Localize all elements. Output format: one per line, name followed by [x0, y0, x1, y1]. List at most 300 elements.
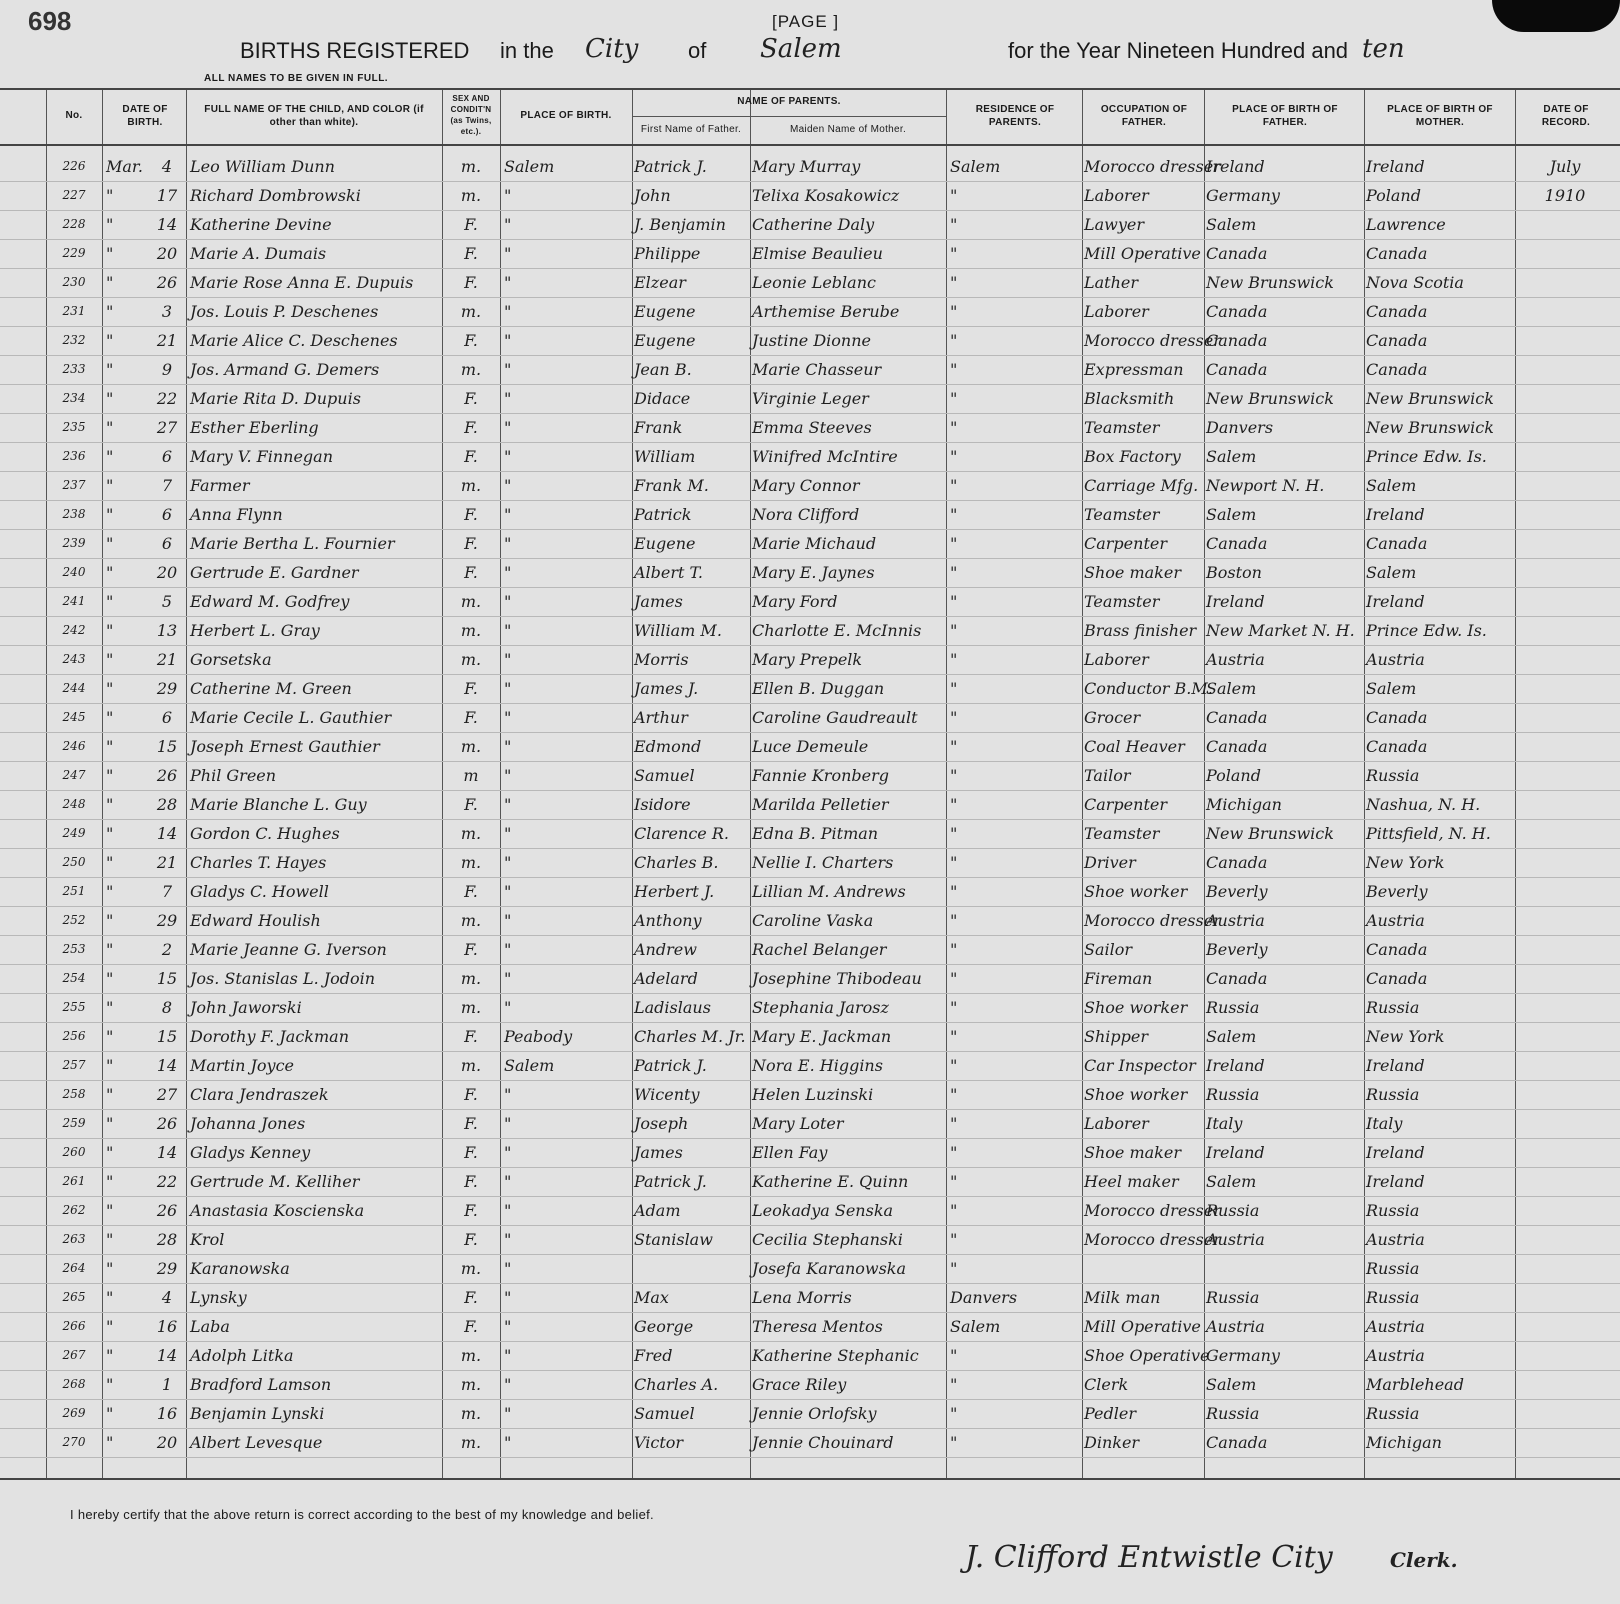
cell-month: ": [106, 1114, 114, 1133]
clerk-title: Clerk.: [1390, 1548, 1458, 1572]
cell-occupation: Grocer: [1084, 708, 1141, 727]
cell-pob-mother: New Brunswick: [1366, 389, 1494, 408]
cell-pob-father: Italy: [1206, 1114, 1243, 1133]
cell-name: Gladys Kenney: [190, 1143, 311, 1162]
cell-pob-mother: Russia: [1366, 1288, 1420, 1307]
cell-day: 6: [161, 708, 173, 727]
cell-sex: m.: [460, 476, 482, 495]
cell-month: ": [106, 737, 114, 756]
cell-father: James: [634, 592, 683, 611]
cell-pob-mother: Marblehead: [1366, 1375, 1464, 1394]
cell-pob-father: Ireland: [1206, 592, 1265, 611]
table-row: [0, 1312, 1620, 1342]
cell-place: ": [504, 331, 512, 350]
cell-month: ": [106, 186, 114, 205]
cell-father: Didace: [634, 389, 691, 408]
cell-sex: m.: [460, 1375, 482, 1394]
cell-pob-father: New Brunswick: [1206, 389, 1334, 408]
cell-month: ": [106, 795, 114, 814]
title-city-word: City: [585, 34, 639, 64]
cell-father: Albert T.: [634, 563, 703, 582]
cell-occupation: Lather: [1084, 273, 1139, 292]
cell-pob-father: Germany: [1206, 1346, 1280, 1365]
cell-no: 259: [62, 1116, 86, 1130]
cell-pob-mother: Salem: [1366, 679, 1417, 698]
cell-month: ": [106, 1027, 114, 1046]
cell-name: Clara Jendraszek: [190, 1085, 329, 1104]
cell-record: [1518, 1225, 1612, 1254]
table-row: [0, 877, 1620, 907]
cell-mother: Nora E. Higgins: [752, 1056, 883, 1075]
cell-day: 15: [156, 737, 178, 756]
cell-residence: ": [950, 563, 958, 582]
cell-sex: m.: [460, 911, 482, 930]
title-year: ten: [1362, 34, 1405, 64]
cell-father: John: [634, 186, 671, 205]
cell-day: 8: [161, 998, 173, 1017]
cell-pob-father: Canada: [1206, 244, 1268, 263]
cell-mother: Theresa Mentos: [752, 1317, 883, 1336]
cell-mother: Marie Chasseur: [752, 360, 882, 379]
cell-place: ": [504, 273, 512, 292]
cell-pob-mother: New Brunswick: [1366, 418, 1494, 437]
cell-sex: F.: [464, 1317, 478, 1336]
table-row: [0, 239, 1620, 269]
table-row: [0, 1080, 1620, 1110]
cell-name: Dorothy F. Jackman: [190, 1027, 350, 1046]
certification-text: I hereby certify that the above return is correct according to the best of my knowledge and belief.: [70, 1507, 654, 1522]
page-title: [240, 34, 1600, 74]
col-header-parents: NAME OF PARENTS.: [737, 96, 841, 108]
cell-month: ": [106, 1433, 114, 1452]
cell-pob-mother: Canada: [1366, 302, 1428, 321]
cell-sex: m.: [460, 1056, 482, 1075]
cell-sex: m.: [460, 1259, 482, 1278]
cell-place: ": [504, 1085, 512, 1104]
cell-sex: F.: [464, 505, 478, 524]
col-header-record: DATE OF RECORD.: [1541, 103, 1591, 128]
table-row: [0, 181, 1620, 211]
cell-month: ": [106, 1404, 114, 1423]
cell-day: 14: [156, 1346, 178, 1365]
cell-mother: Edna B. Pitman: [752, 824, 879, 843]
cell-pob-mother: Michigan: [1366, 1433, 1442, 1452]
cell-occupation: Teamster: [1084, 824, 1160, 843]
cell-day: 20: [156, 244, 178, 263]
table-row: [0, 152, 1620, 182]
cell-month: ": [106, 882, 114, 901]
cell-sex: F.: [464, 940, 478, 959]
cell-father: William: [634, 447, 696, 466]
cell-day: 16: [156, 1404, 178, 1423]
title-prefix: BIRTHS REGISTERED: [240, 38, 470, 63]
cell-father: Victor: [634, 1433, 684, 1452]
col-header-name: FULL NAME OF THE CHILD, AND COLOR (if other than white).: [204, 103, 424, 128]
cell-record: [1518, 761, 1612, 790]
cell-father: Samuel: [634, 1404, 695, 1423]
table-row: [0, 471, 1620, 501]
cell-name: Benjamin Lynski: [190, 1404, 325, 1423]
table-row: [0, 1051, 1620, 1081]
cell-month: ": [106, 1172, 114, 1191]
cell-pob-father: Russia: [1206, 1288, 1260, 1307]
cell-father: Eugene: [634, 302, 696, 321]
cell-pob-father: Salem: [1206, 1027, 1257, 1046]
cell-sex: F.: [464, 331, 478, 350]
cell-occupation: Laborer: [1084, 186, 1149, 205]
cell-father: Arthur: [634, 708, 688, 727]
cell-residence: ": [950, 824, 958, 843]
table-row: [0, 1428, 1620, 1458]
cell-day: 3: [161, 302, 173, 321]
cell-mother: Lillian M. Andrews: [752, 882, 906, 901]
cell-father: Patrick J.: [634, 157, 707, 176]
cell-no: 245: [62, 710, 86, 724]
cell-place: ": [504, 795, 512, 814]
cell-name: Gertrude M. Kelliher: [190, 1172, 360, 1191]
col-header-no: No.: [65, 110, 83, 122]
cell-record: July: [1549, 157, 1581, 176]
cell-no: 226: [62, 159, 86, 173]
cell-pob-father: Salem: [1206, 1375, 1257, 1394]
cell-father: Wicenty: [634, 1085, 700, 1104]
cell-month: ": [106, 360, 114, 379]
cell-month: ": [106, 1085, 114, 1104]
cell-no: 239: [62, 536, 86, 550]
cell-residence: ": [950, 1346, 958, 1365]
cell-mother: Marilda Pelletier: [752, 795, 889, 814]
cell-name: Marie Rita D. Dupuis: [190, 389, 361, 408]
cell-day: 26: [156, 1201, 178, 1220]
cell-record: [1518, 587, 1612, 616]
cell-pob-father: Danvers: [1206, 418, 1274, 437]
cell-residence: ": [950, 708, 958, 727]
cell-name: Charles T. Hayes: [190, 853, 327, 872]
cell-day: 28: [156, 795, 178, 814]
cell-occupation: Teamster: [1084, 592, 1160, 611]
cell-no: 227: [62, 188, 86, 202]
cell-father: Frank: [634, 418, 683, 437]
cell-sex: m.: [460, 186, 482, 205]
cell-month: ": [106, 302, 114, 321]
cell-sex: F.: [464, 1288, 478, 1307]
cell-place: ": [504, 215, 512, 234]
cell-residence: ": [950, 940, 958, 959]
table-row: [0, 1341, 1620, 1371]
cell-record: [1518, 616, 1612, 645]
cell-place: ": [504, 447, 512, 466]
table-row: [0, 761, 1620, 791]
cell-pob-father: Russia: [1206, 1085, 1260, 1104]
cell-residence: ": [950, 998, 958, 1017]
cell-pob-mother: Canada: [1366, 360, 1428, 379]
cell-day: 15: [156, 969, 178, 988]
cell-mother: Mary E. Jaynes: [752, 563, 875, 582]
col-header-sex: SEX AND CONDIT'N (as Twins, etc.).: [450, 94, 492, 136]
cell-mother: Grace Riley: [752, 1375, 847, 1394]
cell-pob-mother: Beverly: [1366, 882, 1428, 901]
cell-day: 4: [161, 1288, 173, 1307]
cell-residence: ": [950, 331, 958, 350]
cell-record: [1518, 877, 1612, 906]
cell-mother: Emma Steeves: [752, 418, 872, 437]
cell-father: Patrick J.: [634, 1056, 707, 1075]
cell-pob-father: Salem: [1206, 447, 1257, 466]
cell-name: Marie Cecile L. Gauthier: [190, 708, 392, 727]
cell-day: 14: [156, 1056, 178, 1075]
cell-place: ": [504, 1433, 512, 1452]
cell-month: ": [106, 911, 114, 930]
cell-pob-father: New Brunswick: [1206, 824, 1334, 843]
cell-pob-father: Canada: [1206, 360, 1268, 379]
cell-father: Jean B.: [634, 360, 692, 379]
cell-name: Adolph Litka: [190, 1346, 294, 1365]
table-row: [0, 674, 1620, 704]
cell-place: ": [504, 853, 512, 872]
cell-month: ": [106, 592, 114, 611]
cell-place: ": [504, 1114, 512, 1133]
cell-pob-father: Austria: [1206, 1230, 1265, 1249]
cell-month: ": [106, 650, 114, 669]
cell-pob-mother: Ireland: [1366, 157, 1425, 176]
cell-record: [1518, 500, 1612, 529]
cell-day: 7: [161, 476, 173, 495]
cell-residence: ": [950, 679, 958, 698]
col-header-mother: Maiden Name of Mother.: [789, 124, 907, 136]
cell-record: [1518, 790, 1612, 819]
cell-pob-mother: New York: [1366, 1027, 1445, 1046]
cell-residence: ": [950, 447, 958, 466]
cell-pob-mother: Canada: [1366, 969, 1428, 988]
cell-sex: F.: [464, 215, 478, 234]
cell-residence: ": [950, 911, 958, 930]
cell-place: ": [504, 1346, 512, 1365]
cell-mother: Lena Morris: [752, 1288, 852, 1307]
cell-occupation: Laborer: [1084, 302, 1149, 321]
cell-mother: Ellen Fay: [752, 1143, 828, 1162]
cell-father: J. Benjamin: [634, 215, 726, 234]
cell-name: Laba: [190, 1317, 230, 1336]
cell-occupation: Carriage Mfg.: [1084, 476, 1199, 495]
cell-day: 5: [161, 592, 173, 611]
cell-pob-mother: Salem: [1366, 476, 1417, 495]
cell-father: Ladislaus: [634, 998, 711, 1017]
cell-name: Gertrude E. Gardner: [190, 563, 359, 582]
cell-pob-mother: Russia: [1366, 1085, 1420, 1104]
cell-sex: F.: [464, 1027, 478, 1046]
cell-no: 257: [62, 1058, 86, 1072]
cell-residence: ": [950, 505, 958, 524]
cell-no: 249: [62, 826, 86, 840]
table-row: [0, 500, 1620, 530]
cell-occupation: Tailor: [1084, 766, 1131, 785]
cell-sex: F.: [464, 534, 478, 553]
cell-pob-mother: Austria: [1366, 650, 1425, 669]
table-row: [0, 558, 1620, 588]
cell-name: Leo William Dunn: [190, 157, 335, 176]
cell-mother: Virginie Leger: [752, 389, 869, 408]
cell-name: Gordon C. Hughes: [190, 824, 340, 843]
cell-mother: Ellen B. Duggan: [752, 679, 885, 698]
cell-day: 20: [156, 563, 178, 582]
cell-day: 7: [161, 882, 173, 901]
cell-pob-father: Austria: [1206, 911, 1265, 930]
cell-pob-father: Michigan: [1206, 795, 1282, 814]
cell-sex: F.: [464, 1085, 478, 1104]
cell-mother: Leonie Leblanc: [752, 273, 876, 292]
table-row: [0, 268, 1620, 298]
cell-month: ": [106, 1259, 114, 1278]
cell-name: Karanowska: [190, 1259, 290, 1278]
cell-father: Charles M. Jr.: [634, 1027, 746, 1046]
cell-mother: Katherine E. Quinn: [752, 1172, 909, 1191]
cell-father: Max: [634, 1288, 669, 1307]
cell-month: ": [106, 708, 114, 727]
cell-father: Adelard: [634, 969, 698, 988]
cell-residence: Salem: [950, 157, 1001, 176]
cell-pob-mother: Russia: [1366, 1404, 1420, 1423]
cell-sex: F.: [464, 447, 478, 466]
table-row: [0, 1196, 1620, 1226]
cell-place: Peabody: [504, 1027, 573, 1046]
cell-record: [1518, 268, 1612, 297]
table-row: [0, 442, 1620, 472]
cell-pob-father: Newport N. H.: [1206, 476, 1325, 495]
cell-no: 244: [62, 681, 86, 695]
cell-place: ": [504, 737, 512, 756]
cell-sex: m.: [460, 737, 482, 756]
cell-record: [1518, 1167, 1612, 1196]
cell-pob-mother: Pittsfield, N. H.: [1366, 824, 1491, 843]
cell-no: 267: [62, 1348, 86, 1362]
cell-no: 230: [62, 275, 86, 289]
title-place: Salem: [760, 34, 842, 64]
cell-father: James: [634, 1143, 683, 1162]
cell-place: ": [504, 534, 512, 553]
cell-record: [1518, 848, 1612, 877]
cell-place: ": [504, 1317, 512, 1336]
cell-father: Stanislaw: [634, 1230, 713, 1249]
cell-occupation: Carpenter: [1084, 795, 1167, 814]
cell-residence: ": [950, 1404, 958, 1423]
cell-mother: Caroline Vaska: [752, 911, 874, 930]
cell-record: [1518, 1370, 1612, 1399]
cell-name: Marie A. Dumais: [190, 244, 327, 263]
cell-occupation: Teamster: [1084, 418, 1160, 437]
cell-sex: F.: [464, 1172, 478, 1191]
table-row: [0, 616, 1620, 646]
cell-occupation: Driver: [1084, 853, 1136, 872]
cell-no: 246: [62, 739, 86, 753]
cell-mother: Jennie Chouinard: [752, 1433, 894, 1452]
cell-month: ": [106, 534, 114, 553]
cell-residence: ": [950, 418, 958, 437]
cell-sex: F.: [464, 389, 478, 408]
col-header-place: PLACE OF BIRTH.: [520, 110, 612, 122]
cell-pob-mother: Ireland: [1366, 1143, 1425, 1162]
cell-mother: Rachel Belanger: [752, 940, 887, 959]
cell-name: Albert Levesque: [190, 1433, 323, 1452]
cell-sex: m.: [460, 157, 482, 176]
cell-occupation: Sailor: [1084, 940, 1133, 959]
table-row: [0, 1283, 1620, 1313]
cell-pob-mother: Ireland: [1366, 505, 1425, 524]
cell-residence: ": [950, 969, 958, 988]
cell-name: Martin Joyce: [190, 1056, 295, 1075]
cell-pob-father: [1206, 1254, 1362, 1283]
cell-place: ": [504, 1288, 512, 1307]
cell-pob-father: Poland: [1206, 766, 1261, 785]
cell-day: 6: [161, 534, 173, 553]
cell-pob-father: Germany: [1206, 186, 1280, 205]
cell-day: 14: [156, 215, 178, 234]
cell-no: 243: [62, 652, 86, 666]
register-table: [0, 88, 1620, 1480]
cell-record: [1518, 1254, 1612, 1283]
cell-name: Marie Blanche L. Guy: [190, 795, 367, 814]
cell-father: Eugene: [634, 331, 696, 350]
cell-pob-father: New Brunswick: [1206, 273, 1334, 292]
cell-pob-mother: Austria: [1366, 1317, 1425, 1336]
cell-no: 238: [62, 507, 86, 521]
cell-no: 233: [62, 362, 86, 376]
cell-day: 2: [161, 940, 173, 959]
cell-no: 237: [62, 478, 86, 492]
cell-mother: Mary Connor: [752, 476, 860, 495]
cell-no: 255: [62, 1000, 86, 1014]
cell-place: ": [504, 824, 512, 843]
cell-day: 4: [161, 157, 173, 176]
cell-father: Anthony: [634, 911, 702, 930]
cell-occupation: Box Factory: [1084, 447, 1181, 466]
cell-residence: ": [950, 621, 958, 640]
cell-father: Edmond: [634, 737, 702, 756]
cell-record: [1518, 1283, 1612, 1312]
cell-mother: Fannie Kronberg: [752, 766, 889, 785]
cell-pob-mother: Ireland: [1366, 1172, 1425, 1191]
cell-mother: Telixa Kosakowicz: [752, 186, 900, 205]
cell-father: Eugene: [634, 534, 696, 553]
cell-residence: ": [950, 1114, 958, 1133]
cell-father: Frank M.: [634, 476, 709, 495]
cell-mother: Mary Loter: [752, 1114, 844, 1133]
cell-sex: m.: [460, 1404, 482, 1423]
cell-no: 235: [62, 420, 86, 434]
cell-record: [1518, 1051, 1612, 1080]
cell-sex: F.: [464, 882, 478, 901]
cell-place: ": [504, 476, 512, 495]
cell-occupation: Conductor B.M.: [1084, 679, 1213, 698]
cell-occupation: Shoe maker: [1084, 563, 1181, 582]
cell-no: 250: [62, 855, 86, 869]
cell-sex: m.: [460, 592, 482, 611]
cell-pob-father: Beverly: [1206, 940, 1268, 959]
cell-father: George: [634, 1317, 694, 1336]
cell-father: Morris: [634, 650, 689, 669]
cell-pob-mother: Canada: [1366, 331, 1428, 350]
cell-name: Bradford Lamson: [190, 1375, 332, 1394]
cell-no: 260: [62, 1145, 86, 1159]
cell-no: 236: [62, 449, 86, 463]
cell-residence: ": [950, 1143, 958, 1162]
cell-place: ": [504, 389, 512, 408]
cell-residence: ": [950, 273, 958, 292]
cell-occupation: Laborer: [1084, 650, 1149, 669]
cell-mother: Helen Luzinski: [752, 1085, 874, 1104]
cell-name: Edward M. Godfrey: [190, 592, 350, 611]
cell-no: 262: [62, 1203, 86, 1217]
cell-month: ": [106, 215, 114, 234]
